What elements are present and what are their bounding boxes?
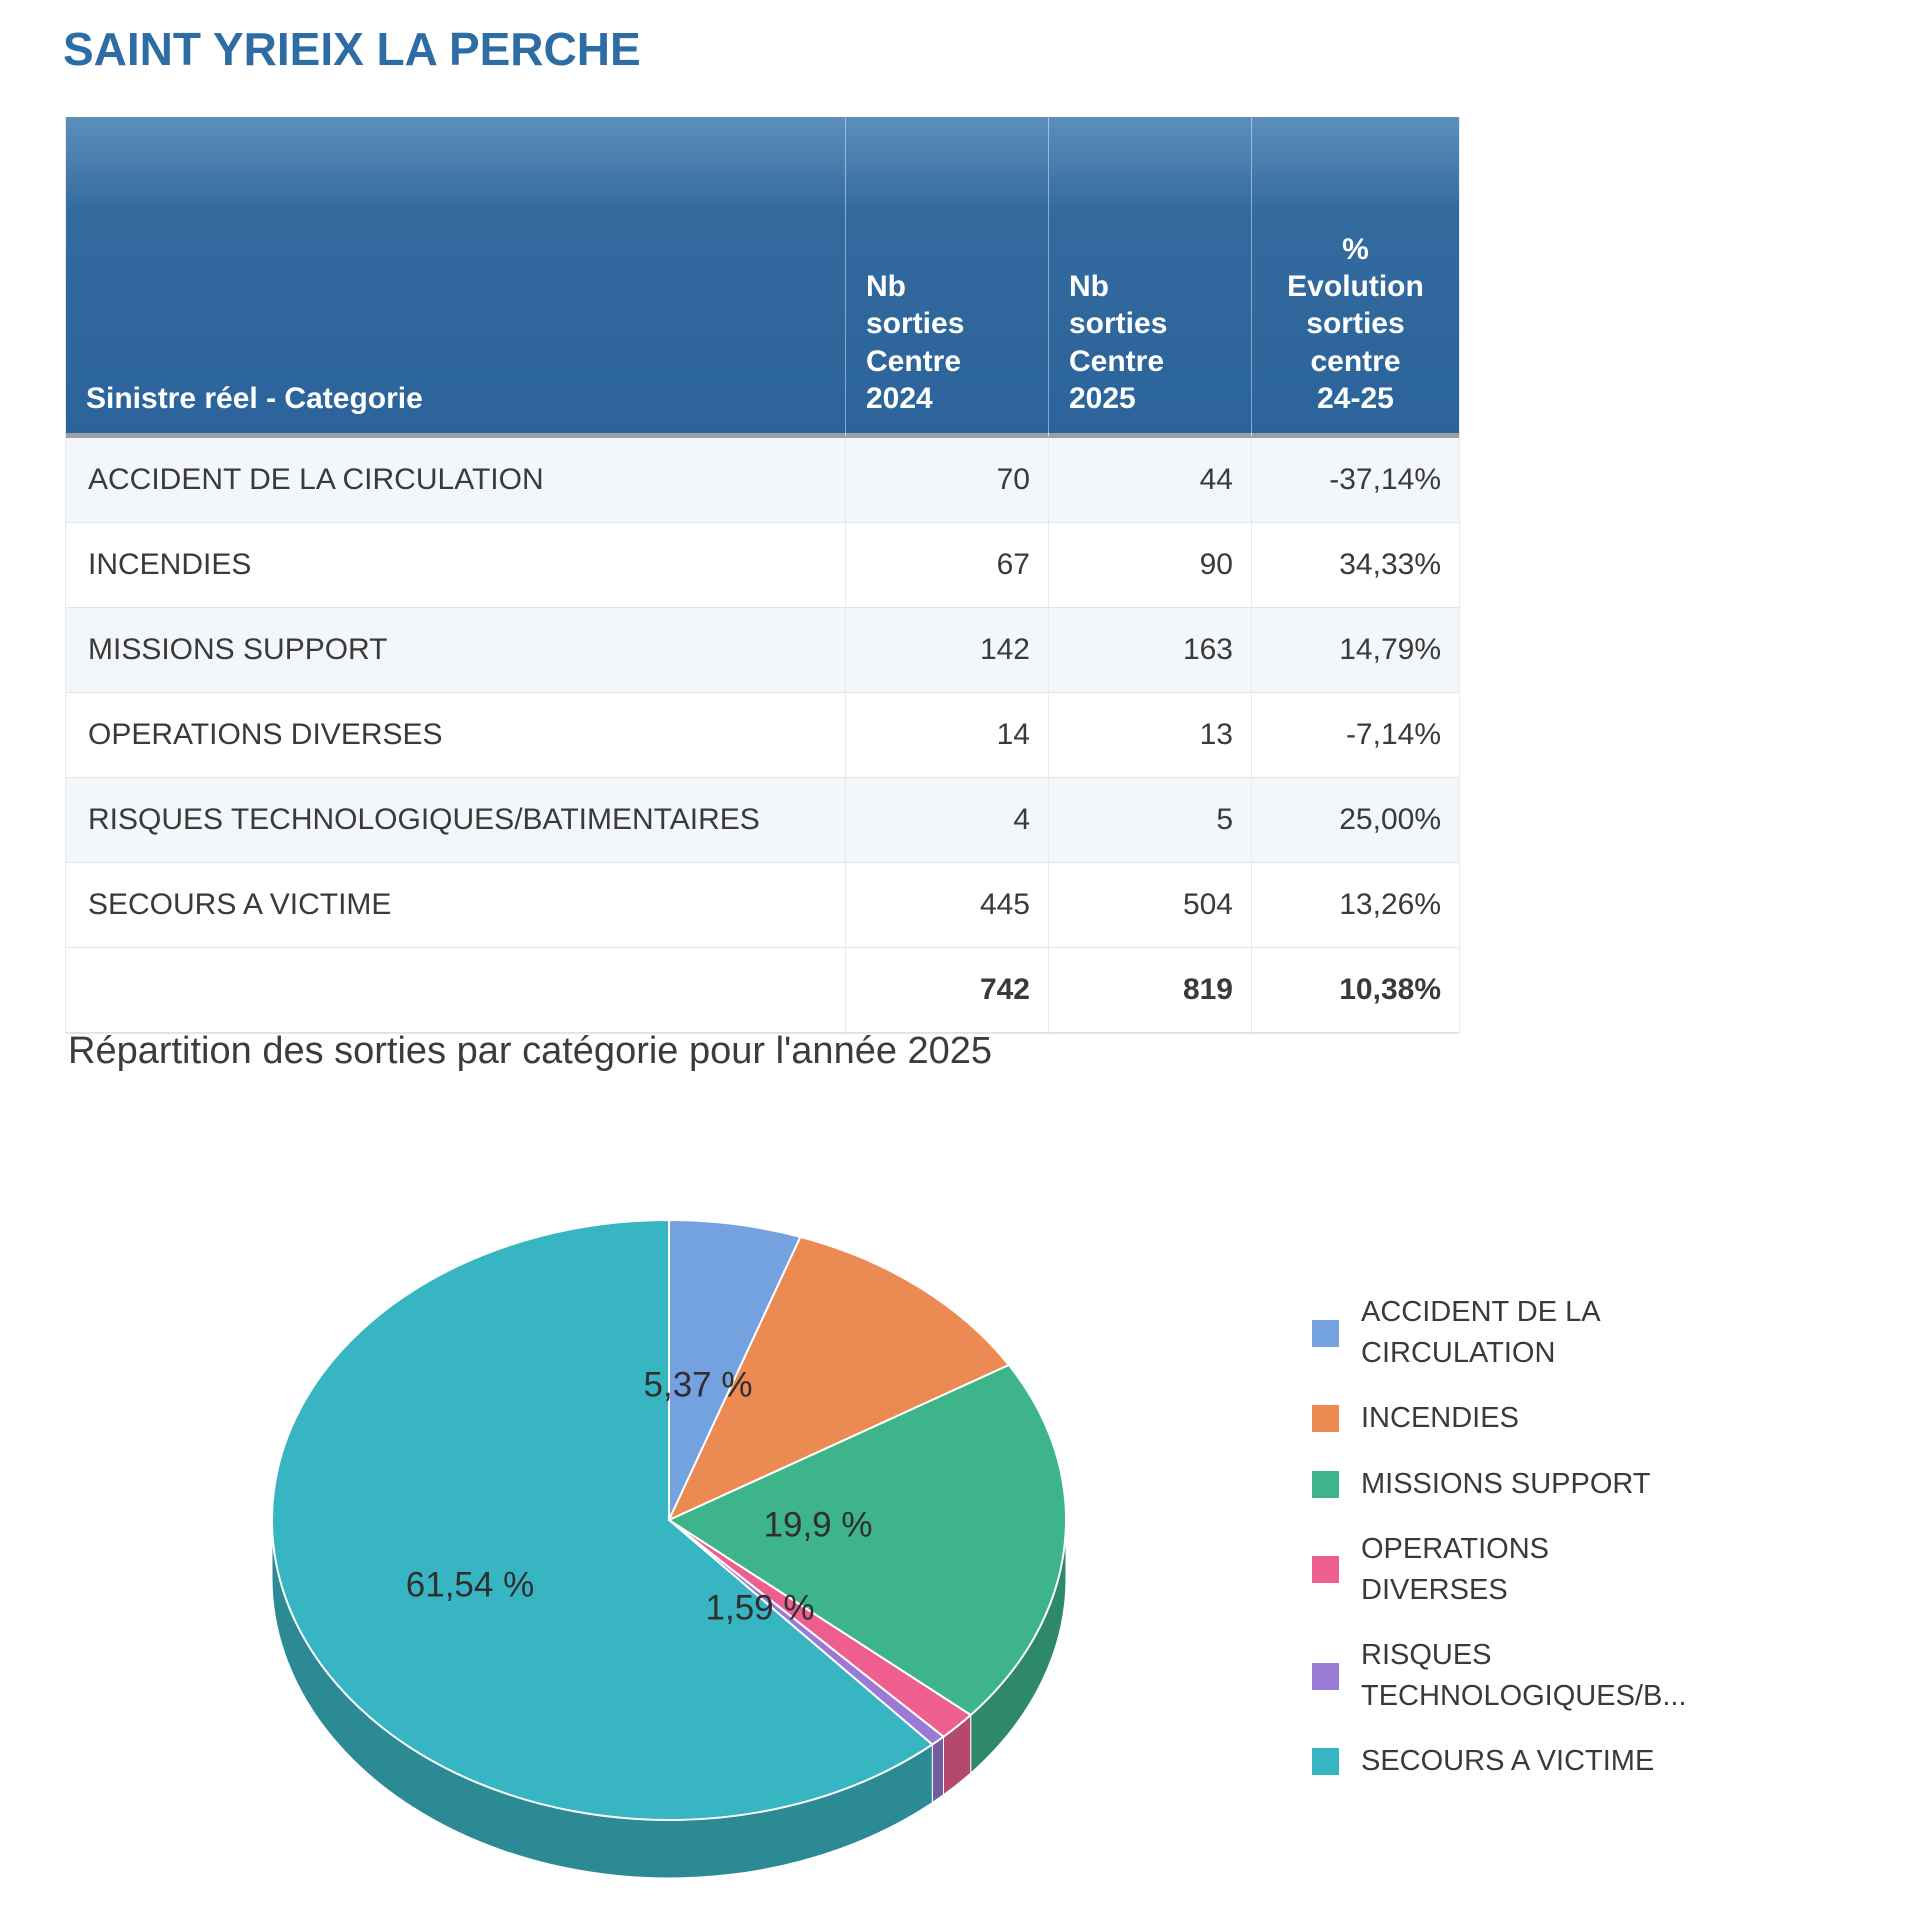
- cell-nb-2025: 163: [1049, 608, 1252, 693]
- pie-slice-label: 5,37 %: [643, 1365, 753, 1405]
- legend-swatch: [1312, 1663, 1339, 1690]
- cell-nb-2024: 67: [846, 523, 1049, 608]
- pie-slice-label: 61,54 %: [405, 1565, 535, 1605]
- legend-item[interactable]: [1312, 1635, 1792, 1717]
- cell-nb-2024: 4: [846, 778, 1049, 863]
- legend-item[interactable]: [1312, 1292, 1792, 1374]
- legend-swatch: [1312, 1471, 1339, 1498]
- cell-evolution: 10,38%: [1252, 948, 1459, 1033]
- cell-evolution: -37,14%: [1252, 438, 1459, 523]
- cell-evolution: -7,14%: [1252, 693, 1459, 778]
- table-total-row: [66, 948, 1459, 1033]
- table-header-row: [66, 117, 1459, 438]
- pie-chart: [230, 1190, 1110, 1920]
- cell-evolution: 25,00%: [1252, 778, 1459, 863]
- cell-nb-2024: 742: [846, 948, 1049, 1033]
- pie-slice-label: 19,9 %: [763, 1505, 873, 1545]
- table-row: [66, 523, 1459, 608]
- table-row: [66, 863, 1459, 948]
- cell-nb-2025: 819: [1049, 948, 1252, 1033]
- cell-nb-2025: 5: [1049, 778, 1252, 863]
- table-row: [66, 438, 1459, 523]
- cell-category: ACCIDENT DE LA CIRCULATION: [66, 438, 846, 523]
- cell-evolution: 34,33%: [1252, 523, 1459, 608]
- cell-category: OPERATIONS DIVERSES: [66, 693, 846, 778]
- chart-title: Répartition des sorties par catégorie pour l'année 2025: [68, 1030, 993, 1072]
- cell-nb-2024: 14: [846, 693, 1049, 778]
- cell-nb-2025: 90: [1049, 523, 1252, 608]
- table-row: [66, 778, 1459, 863]
- legend-item[interactable]: [1312, 1398, 1792, 1439]
- legend-swatch: [1312, 1556, 1339, 1583]
- page-title: SAINT YRIEIX LA PERCHE: [63, 23, 641, 75]
- cell-category: [66, 948, 846, 1033]
- legend-item[interactable]: [1312, 1464, 1792, 1505]
- sorties-table-wrapper: [65, 117, 1458, 1034]
- legend-swatch: [1312, 1405, 1339, 1432]
- column-header: % Evolution sorties centre 24-25: [1252, 117, 1459, 438]
- sorties-table: [65, 117, 1460, 1034]
- pie-chart-container: [230, 1190, 1110, 1920]
- cell-nb-2024: 70: [846, 438, 1049, 523]
- chart-legend: [1312, 1292, 1792, 1783]
- legend-swatch: [1312, 1748, 1339, 1775]
- cell-nb-2024: 142: [846, 608, 1049, 693]
- legend-label: ACCIDENT DE LA CIRCULATION: [1361, 1296, 1601, 1370]
- legend-label: INCENDIES: [1361, 1402, 1519, 1435]
- cell-nb-2024: 445: [846, 863, 1049, 948]
- column-header: Nb sorties Centre 2025: [1049, 117, 1252, 438]
- column-header: Nb sorties Centre 2024: [846, 117, 1049, 438]
- cell-category: SECOURS A VICTIME: [66, 863, 846, 948]
- cell-category: MISSIONS SUPPORT: [66, 608, 846, 693]
- legend-label: SECOURS A VICTIME: [1361, 1745, 1655, 1778]
- cell-evolution: 14,79%: [1252, 608, 1459, 693]
- table-body: [66, 438, 1459, 1033]
- cell-category: RISQUES TECHNOLOGIQUES/BATIMENTAIRES: [66, 778, 846, 863]
- cell-nb-2025: 13: [1049, 693, 1252, 778]
- legend-label: OPERATIONS DIVERSES: [1361, 1532, 1549, 1606]
- cell-evolution: 13,26%: [1252, 863, 1459, 948]
- cell-nb-2025: 504: [1049, 863, 1252, 948]
- legend-swatch: [1312, 1320, 1339, 1347]
- table-row: [66, 608, 1459, 693]
- table-row: [66, 693, 1459, 778]
- legend-item[interactable]: [1312, 1741, 1792, 1782]
- pie-rim: [932, 1737, 943, 1803]
- legend-label: MISSIONS SUPPORT: [1361, 1467, 1651, 1500]
- legend-item[interactable]: [1312, 1529, 1792, 1611]
- cell-category: INCENDIES: [66, 523, 846, 608]
- cell-nb-2025: 44: [1049, 438, 1252, 523]
- legend-label: RISQUES TECHNOLOGIQUES/B...: [1361, 1639, 1687, 1713]
- column-header: Sinistre réel - Categorie: [66, 117, 846, 438]
- pie-slice-label: 1,59 %: [705, 1588, 815, 1628]
